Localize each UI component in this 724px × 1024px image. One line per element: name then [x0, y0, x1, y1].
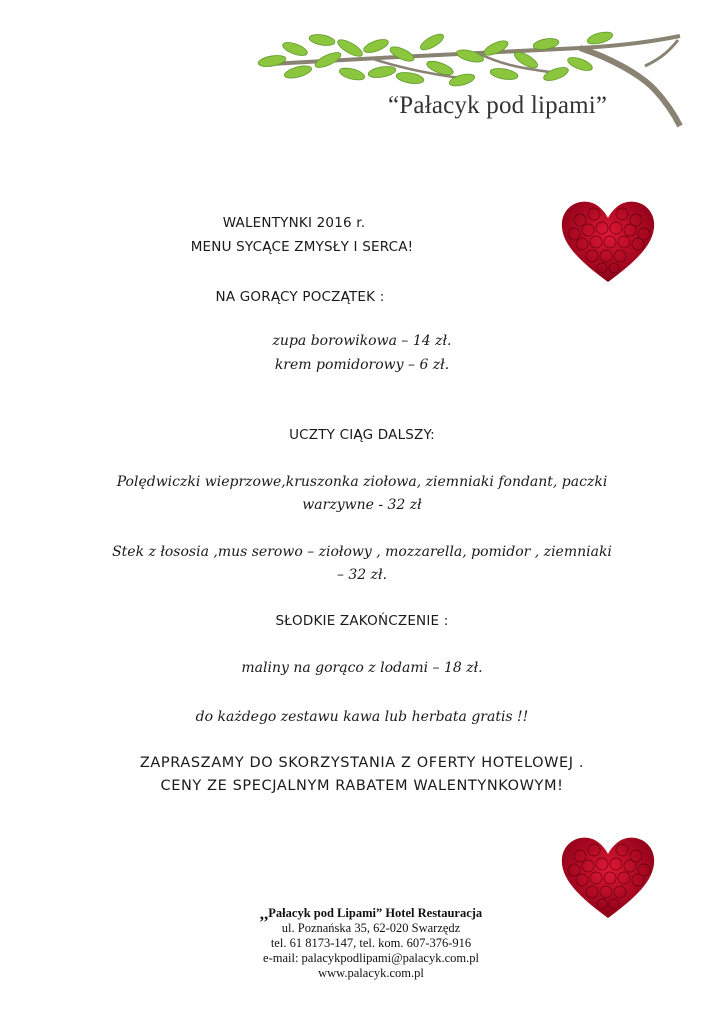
main-item-line: – 32 zł. — [336, 567, 388, 583]
main-item-line: warzywne - 32 zł — [302, 497, 422, 513]
invite-line: CENY ZE SPECJALNYM RABATEM WALENTYNKOWYM! — [160, 778, 564, 794]
footer-website[interactable]: www.palacyk.com.pl — [318, 966, 424, 980]
footer-address: ul. Poznańska 35, 62-020 Swarzędz — [281, 921, 461, 935]
footer-phone: tel. 61 8173-147, tel. kom. 607-376-916 — [270, 936, 472, 950]
footer-name — [240, 906, 502, 921]
footer-name-text: Pałacyk pod Lipami” Hotel Restauracja — [268, 906, 483, 920]
footer-contact — [240, 906, 502, 981]
restaurant-brand-title: “Pałacyk pod lipami” — [388, 92, 608, 119]
invite-line: ZAPRASZAMY DO SKORZYSTANIA Z OFERTY HOTELOWEJ . — [139, 755, 585, 771]
footer-email[interactable]: e-mail: palacykpodlipami@palacyk.com.pl — [263, 951, 479, 965]
dessert-item: maliny na gorąco z lodami – 18 zł. — [241, 660, 483, 676]
starter-item: zupa borowikowa – 14 zł. — [272, 333, 452, 349]
extra-note: do każdego zestawu kawa lub herbata gratis !! — [195, 709, 529, 725]
footer-quote-mark: ,, — [259, 904, 269, 923]
starter-heading: NA GORĄCY POCZĄTEK : — [215, 289, 385, 305]
main-heading: UCZTY CIĄG DALSZY: — [289, 427, 435, 443]
main-item-line: Polędwiczki wieprzowe,kruszonka ziołowa, ziemniaki fondant, paczki — [116, 474, 608, 490]
menu-tagline: MENU SYCĄCE ZMYSŁY I SERCA! — [190, 239, 414, 255]
rose-heart-icon — [558, 826, 658, 926]
starter-item: krem pomidorowy – 6 zł. — [274, 357, 450, 373]
dessert-heading: SŁODKIE ZAKOŃCZENIE : — [275, 613, 449, 629]
occasion-title: WALENTYNKI 2016 r. — [222, 215, 366, 231]
main-item-line: Stek z łososia ,mus serowo – ziołowy , mozzarella, pomidor , ziemniaki — [112, 544, 612, 560]
